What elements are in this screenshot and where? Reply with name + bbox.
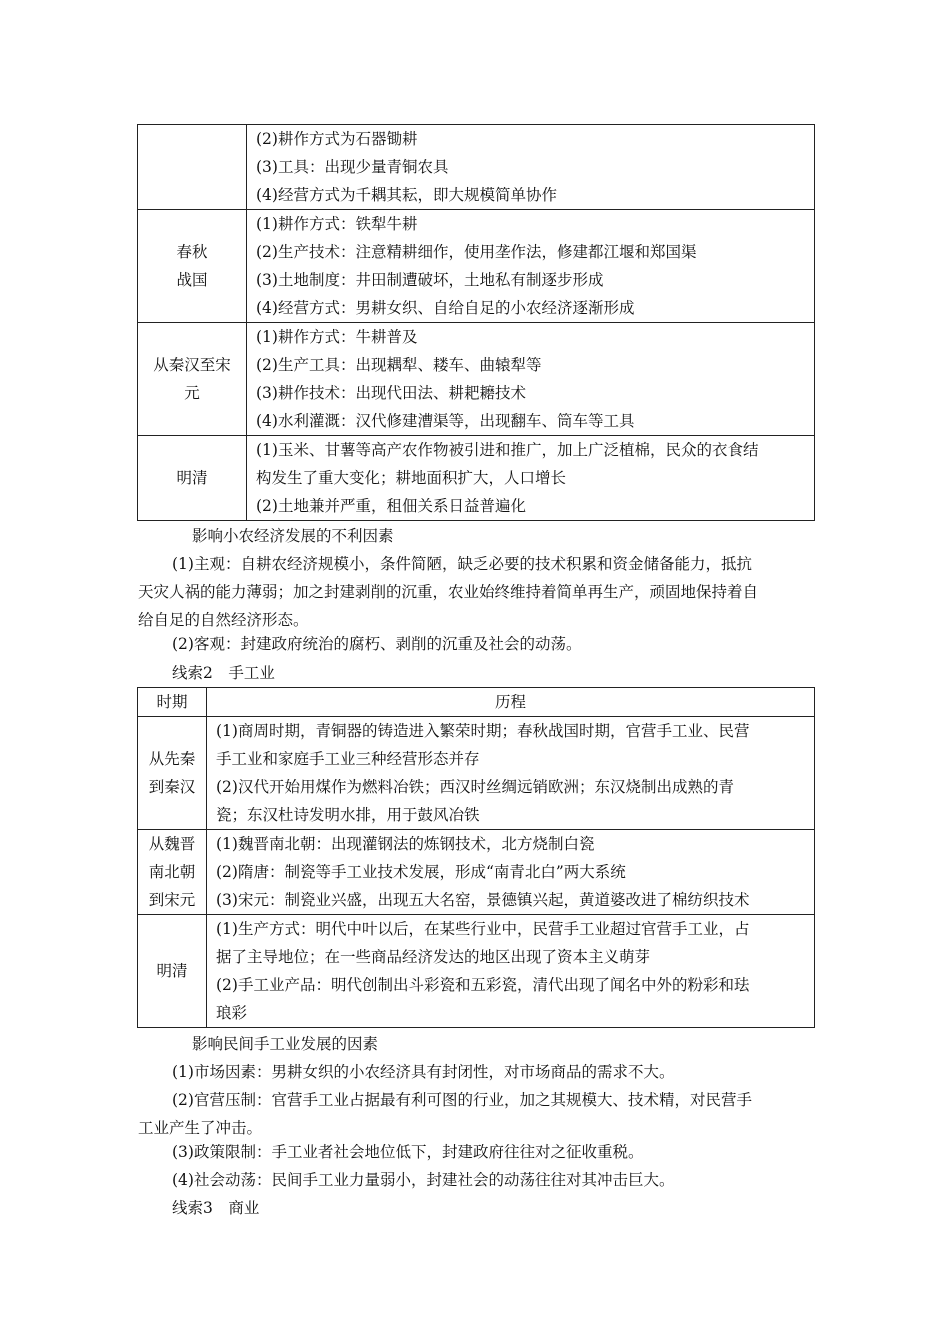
clue3-title — [138, 1194, 818, 1222]
period-label: 春秋 — [176, 243, 208, 261]
period-label: 战国 — [176, 271, 208, 289]
header-period: 时期 — [138, 688, 207, 717]
table-row — [138, 125, 815, 210]
content-line: 构发生了重大变化；耕地面积扩大，人口增长 — [256, 469, 567, 487]
period-cell — [138, 830, 207, 915]
craft-factors-heading — [138, 1030, 818, 1058]
content-line: (3)工具：出现少量青铜农具 — [256, 158, 449, 176]
table-row — [138, 323, 815, 436]
paragraph-line: (1)市场因素：男耕女织的小农经济具有封闭性，对市场商品的需求不大。 — [172, 1063, 675, 1081]
content-line: 据了主导地位；在一些商品经济发达的地区出现了资本主义萌芽 — [216, 948, 651, 966]
content-line: (4)水利灌溉：汉代修建漕渠等，出现翻车、筒车等工具 — [256, 412, 635, 430]
content-line: (1)商周时期，青铜器的铸造进入繁荣时期；春秋战国时期，官营手工业、民营 — [216, 722, 750, 740]
content-line: (1)耕作方式：牛耕普及 — [256, 328, 418, 346]
content-line: (3)宋元：制瓷业兴盛，出现五大名窑，景德镇兴起，黄道婆改进了棉纺织技术 — [216, 891, 750, 909]
content-line: (4)经营方式为千耦其耘，即大规模简单协作 — [256, 186, 557, 204]
content-line: 琅彩 — [216, 1004, 248, 1022]
section-title: 线索2 手工业 — [172, 664, 275, 682]
craft-factor-unrest — [138, 1166, 818, 1194]
paragraph-line: (2)官营压制：官营手工业占据最有利可图的行业，加之其规模大、技术精，对民营手 — [172, 1091, 752, 1109]
period-label: 到秦汉 — [148, 778, 196, 796]
content-line: (1)玉米、甘薯等高产农作物被引进和推广，加上广泛植棉，民众的衣食结 — [256, 441, 759, 459]
content-line: (3)耕作技术：出现代田法、耕耙耱技术 — [256, 384, 526, 402]
content-line: (2)土地兼并严重，租佃关系日益普遍化 — [256, 497, 526, 515]
agri-factor-objective — [138, 630, 818, 658]
content-line: (2)生产技术：注意精耕细作，使用垄作法，修建都江堰和郑国渠 — [256, 243, 697, 261]
period-cell — [138, 210, 247, 323]
table-header-row — [138, 688, 815, 717]
table-row — [138, 915, 815, 1028]
content-line: (2)汉代开始用煤作为燃料冶铁；西汉时丝绸远销欧洲；东汉烧制出成熟的青 — [216, 778, 734, 796]
paragraph-line: 天灾人祸的能力薄弱；加之封建剥削的沉重，农业始终维持着简单再生产，顽固地保持着自 — [138, 583, 759, 601]
paragraph-line: (4)社会动荡：民间手工业力量弱小，封建社会的动荡往往对其冲击巨大。 — [172, 1171, 675, 1189]
craft-factor-policy — [138, 1138, 818, 1166]
table-row — [138, 717, 815, 830]
craft-factor-market — [138, 1058, 818, 1086]
section-heading: 影响小农经济发展的不利因素 — [192, 527, 394, 545]
table-row — [138, 210, 815, 323]
header-course: 历程 — [207, 688, 815, 717]
paragraph-line: (2)客观：封建政府统治的腐朽、剥削的沉重及社会的动荡。 — [172, 635, 582, 653]
content-cell — [247, 125, 815, 210]
period-label: 从秦汉至宋 — [153, 356, 231, 374]
period-label: 到宋元 — [148, 891, 196, 909]
content-line: (1)魏晋南北朝：出现灌钢法的炼钢技术，北方烧制白瓷 — [216, 835, 595, 853]
table-row — [138, 830, 815, 915]
content-line: (3)土地制度：井田制遭破坏，土地私有制逐步形成 — [256, 271, 604, 289]
period-cell — [138, 323, 247, 436]
table-row — [138, 436, 815, 521]
period-label: 明清 — [156, 962, 188, 980]
period-cell — [138, 436, 247, 521]
clue2-title — [138, 659, 818, 687]
content-line: (2)耕作方式为石器锄耕 — [256, 130, 418, 148]
period-label: 元 — [184, 384, 200, 402]
content-line: (2)隋唐：制瓷等手工业技术发展，形成“南青北白”两大系统 — [216, 863, 626, 881]
handicraft-table — [137, 687, 815, 1028]
content-cell — [207, 717, 815, 830]
content-cell — [207, 915, 815, 1028]
section-title: 线索3 商业 — [172, 1199, 260, 1217]
content-cell — [207, 830, 815, 915]
content-cell — [247, 436, 815, 521]
section-heading: 影响民间手工业发展的因素 — [192, 1035, 379, 1053]
period-label: 从魏晋 — [148, 835, 196, 853]
paragraph-line: (3)政策限制：手工业者社会地位低下，封建政府往往对之征收重税。 — [172, 1143, 644, 1161]
content-line: (2)手工业产品：明代创制出斗彩瓷和五彩瓷，清代出现了闻名中外的粉彩和珐 — [216, 976, 750, 994]
content-line: (1)耕作方式：铁犁牛耕 — [256, 215, 418, 233]
agriculture-table — [137, 124, 815, 521]
paragraph-line: 工业产生了冲击。 — [138, 1119, 263, 1137]
content-line: 手工业和家庭手工业三种经营形态并存 — [216, 750, 480, 768]
period-label: 明清 — [176, 469, 208, 487]
craft-factor-official — [138, 1086, 818, 1142]
content-line: 瓷；东汉杜诗发明水排，用于鼓风冶铁 — [216, 806, 480, 824]
agri-factors-heading — [138, 522, 818, 550]
paragraph-line: (1)主观：自耕农经济规模小，条件简陋，缺乏必要的技术积累和资金储备能力，抵抗 — [172, 555, 752, 573]
content-line: (4)经营方式：男耕女织、自给自足的小农经济逐渐形成 — [256, 299, 635, 317]
period-label: 从先秦 — [148, 750, 196, 768]
agri-factor-subjective — [138, 550, 818, 634]
paragraph-line: 给自足的自然经济形态。 — [138, 611, 309, 629]
period-label: 南北朝 — [148, 863, 196, 881]
period-cell — [138, 125, 247, 210]
content-cell — [247, 210, 815, 323]
period-cell — [138, 915, 207, 1028]
content-cell — [247, 323, 815, 436]
content-line: (2)生产工具：出现耦犁、耧车、曲辕犁等 — [256, 356, 542, 374]
period-cell — [138, 717, 207, 830]
content-line: (1)生产方式：明代中叶以后，在某些行业中，民营手工业超过官营手工业，占 — [216, 920, 750, 938]
